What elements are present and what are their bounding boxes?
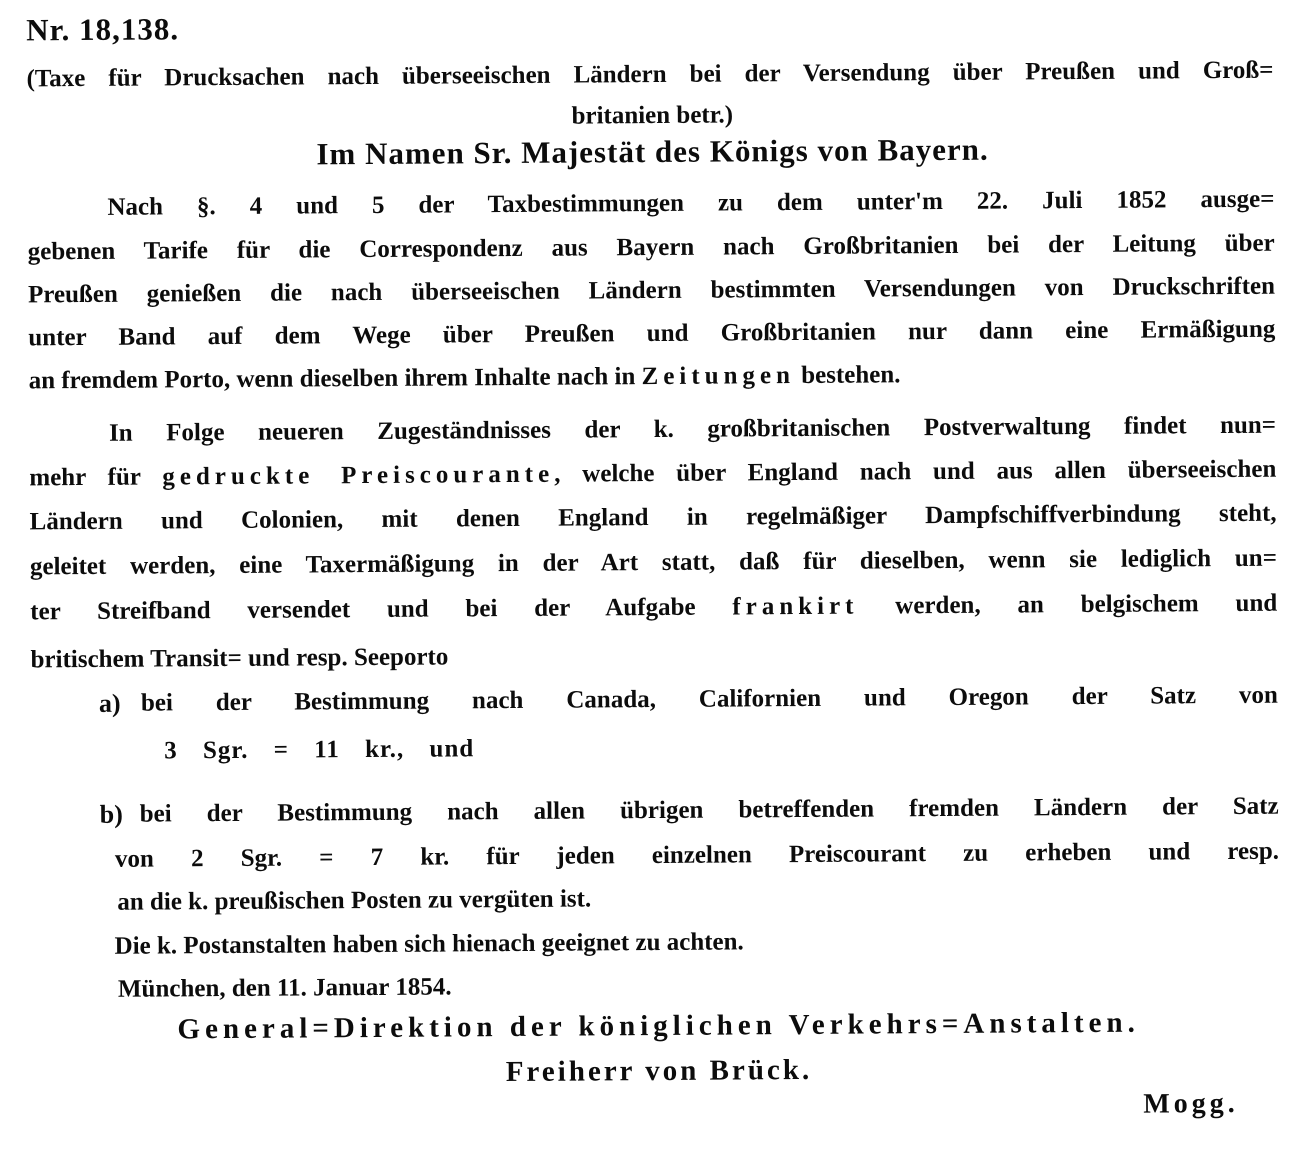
item-a-line2: 3 Sgr. = 11 kr., und [164,735,475,765]
item-b-line2: von 2 Sgr. = 7 kr. für jeden einzelnen Preiscourant zu erheben und resp. [114,837,1280,873]
para2-line1: In Folge neueren Zugeständnisses der k. großbritanischen Postverwaltung findet nun= [108,411,1277,447]
para1-line5 [29,357,901,399]
signature: Freiherr von Brück. [505,1053,813,1089]
para2-line5 [30,586,1277,631]
para1-line4: unter Band auf dem Wege über Preußen und Großbritanien nur dann eine Ermäßigung [28,315,1276,352]
invocation: Im Namen Sr. Majestät des Königs von Bayern. [316,131,989,172]
para2-line3: Ländern und Colonien, mit denen England in regelmäßiger Dampfschiffverbindung steht, [29,499,1277,536]
para1-line3: Preußen genießen die nach überseeischen Ländern bestimmten Versendungen von Druckschriften [27,272,1276,309]
para2-line2-emphasis: gedruckte Preiscourante [162,460,555,491]
para2-line4: geleitet werden, eine Taxermäßigung in der Art statt, daß für dieselben, wenn sie lediglich un= [29,544,1278,581]
para1-line1: Nach §. 4 und 5 der Taxbestimmungen zu dem unter'm 22. Juli 1852 ausge= [107,185,1275,221]
para1-line5-end: bestehen. [794,361,901,390]
dateline: München, den 11. Januar 1854. [117,973,452,1003]
para1-line5-text: an fremdem Porto, wenn dieselben ihrem Inhalte nach in [28,363,642,395]
para2-line2-text: mehr für [29,463,163,492]
subject-line-2: britanien betr.) [571,101,734,130]
item-a-line1: bei der Bestimmung nach Canada, Californien und Oregon der Satz von [140,681,1278,717]
countersignature: Mogg. [1143,1087,1239,1120]
item-b-marker: b) [99,799,123,829]
para1-line2: gebenen Tarife für die Correspondenz aus Bayern nach Großbritanien bei der Leitung über [27,229,1275,266]
para2-line5-end: werden, an belgischem und [858,589,1278,620]
item-b-line3: an die k. preußischen Posten zu vergüten ist. [117,885,592,916]
issuing-authority: General=Direktion der königlichen Verkehrs=Anstalten. [177,1006,1140,1046]
para2-line2-end: , welche über England nach und aus allen überseeischen [554,455,1277,488]
item-b-line1: bei der Bestimmung nach allen übrigen betreffenden fremden Ländern der Satz [139,792,1279,828]
subject-line-1: (Taxe für Drucksachen nach überseeischen Ländern bei der Versendung über Preußen und Groß= [26,56,1274,93]
para2-line5-emphasis: frankirt [732,592,859,621]
para2-line5-text: ter Streifband versendet und bei der Aufgabe [30,593,733,626]
closing-line: Die k. Postanstalten haben sich hienach geeignet zu achten. [114,928,744,960]
para1-line5-emphasis: Zeitungen [641,362,796,391]
para2-line6: britischem Transit= und resp. Seeporto [30,643,449,674]
para2-line2 [29,452,1276,497]
doc-number: Nr. 18,138. [26,11,180,48]
item-a-marker: a) [98,688,121,718]
